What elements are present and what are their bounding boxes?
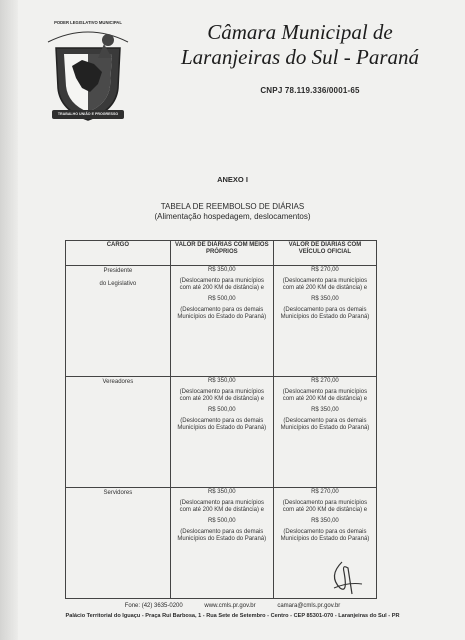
header-own-means: VALOR DE DIÁRIAS COM MEIOS PRÓPRIOS: [170, 241, 273, 266]
header-official-vehicle: VALOR DE DIÁRIAS COM VEÍCULO OFICIAL: [273, 241, 376, 266]
footer-website[interactable]: www.cmls.pr.gov.br: [204, 603, 256, 609]
official-vehicle-cell: [273, 377, 376, 488]
desc-other: (Deslocamento para os demais Municípios do Estado do Paraná): [177, 307, 267, 320]
chamber-name-line1: Câmara Municipal de: [207, 20, 393, 44]
desc-nearby: (Deslocamento para municípios com até 200 KM de distância) e: [282, 500, 368, 513]
price-nearby: R$ 270,00: [311, 267, 339, 273]
header-cargo: CARGO: [66, 241, 171, 266]
price-nearby: R$ 350,00: [207, 267, 236, 273]
cargo-name: Presidente: [103, 268, 133, 274]
desc-other: (Deslocamento para os demais Municípios do Estado do Paraná): [177, 529, 267, 542]
cargo-cell: [66, 377, 171, 488]
seal-bottom-text: TRABALHO UNIÃO E PROGRESSO: [57, 112, 119, 116]
footer-address: Palácio Territorial do Iguaçu - Praça Rui Barbosa, 1 - Rua Sete de Setembro - Centro - CEP 85301-070 - Laranjeiras do Sul - PR: [65, 613, 400, 619]
price-nearby: R$ 270,00: [311, 489, 339, 495]
cargo-cell: [66, 266, 171, 377]
desc-nearby: (Deslocamento para municípios com até 200 KM de distância) e: [179, 389, 264, 402]
desc-other: (Deslocamento para os demais Municípios do Estado do Paraná): [177, 418, 267, 431]
price-other: R$ 500,00: [207, 296, 236, 302]
price-nearby: R$ 270,00: [311, 378, 339, 384]
annex-title: ANEXO I: [217, 175, 248, 184]
desc-nearby: (Deslocamento para municípios com até 200 KM de distância) e: [179, 500, 264, 513]
desc-nearby: (Deslocamento para municípios com até 200 KM de distância) e: [179, 278, 264, 291]
table-header-row: [66, 241, 377, 266]
price-other: R$ 500,00: [207, 407, 236, 413]
cargo-name: Servidores: [103, 490, 133, 496]
price-other: R$ 350,00: [311, 518, 339, 524]
footer-email[interactable]: camara@cmls.pr.gov.br: [277, 603, 341, 609]
price-other: R$ 500,00: [207, 518, 236, 524]
desc-nearby: (Deslocamento para municípios com até 200 KM de distância) e: [282, 389, 368, 402]
own-means-cell: [170, 266, 273, 377]
price-other: R$ 350,00: [311, 296, 339, 302]
seal-top-text: PODER LEGISLATIVO MUNICIPAL: [54, 20, 122, 25]
signature-mark-icon: [318, 558, 378, 598]
table-row: [66, 266, 377, 377]
desc-other: (Deslocamento para os demais Municípios do Estado do Paraná): [280, 529, 370, 542]
own-means-cell: [170, 488, 273, 599]
cargo-name-continued: do Legislativo: [99, 281, 137, 287]
desc-other: (Deslocamento para os demais Municípios do Estado do Paraná): [280, 307, 370, 320]
chamber-name: [150, 20, 450, 70]
footer-phone: Fone: (42) 3635-0200: [124, 603, 183, 609]
table-row: [66, 377, 377, 488]
footer-contacts: [0, 603, 465, 609]
price-nearby: R$ 350,00: [207, 378, 236, 384]
reimbursement-table: [65, 240, 377, 599]
desc-nearby: (Deslocamento para municípios com até 200 KM de distância) e: [282, 278, 368, 291]
price-nearby: R$ 350,00: [207, 489, 236, 495]
cargo-name: Vereadores: [102, 379, 134, 385]
chamber-name-line2: Laranjeiras do Sul - Paraná: [180, 45, 419, 69]
cargo-cell: [66, 488, 171, 599]
table-title: TABELA DE REEMBOLSO DE DIÁRIAS: [160, 202, 305, 211]
cnpj-number: CNPJ 78.119.336/0001-65: [260, 86, 360, 95]
official-vehicle-cell: [273, 266, 376, 377]
desc-other: (Deslocamento para os demais Municípios do Estado do Paraná): [280, 418, 370, 431]
own-means-cell: [170, 377, 273, 488]
table-subtitle: (Alimentação hospedagem, deslocamentos): [154, 212, 311, 221]
price-other: R$ 350,00: [311, 407, 339, 413]
